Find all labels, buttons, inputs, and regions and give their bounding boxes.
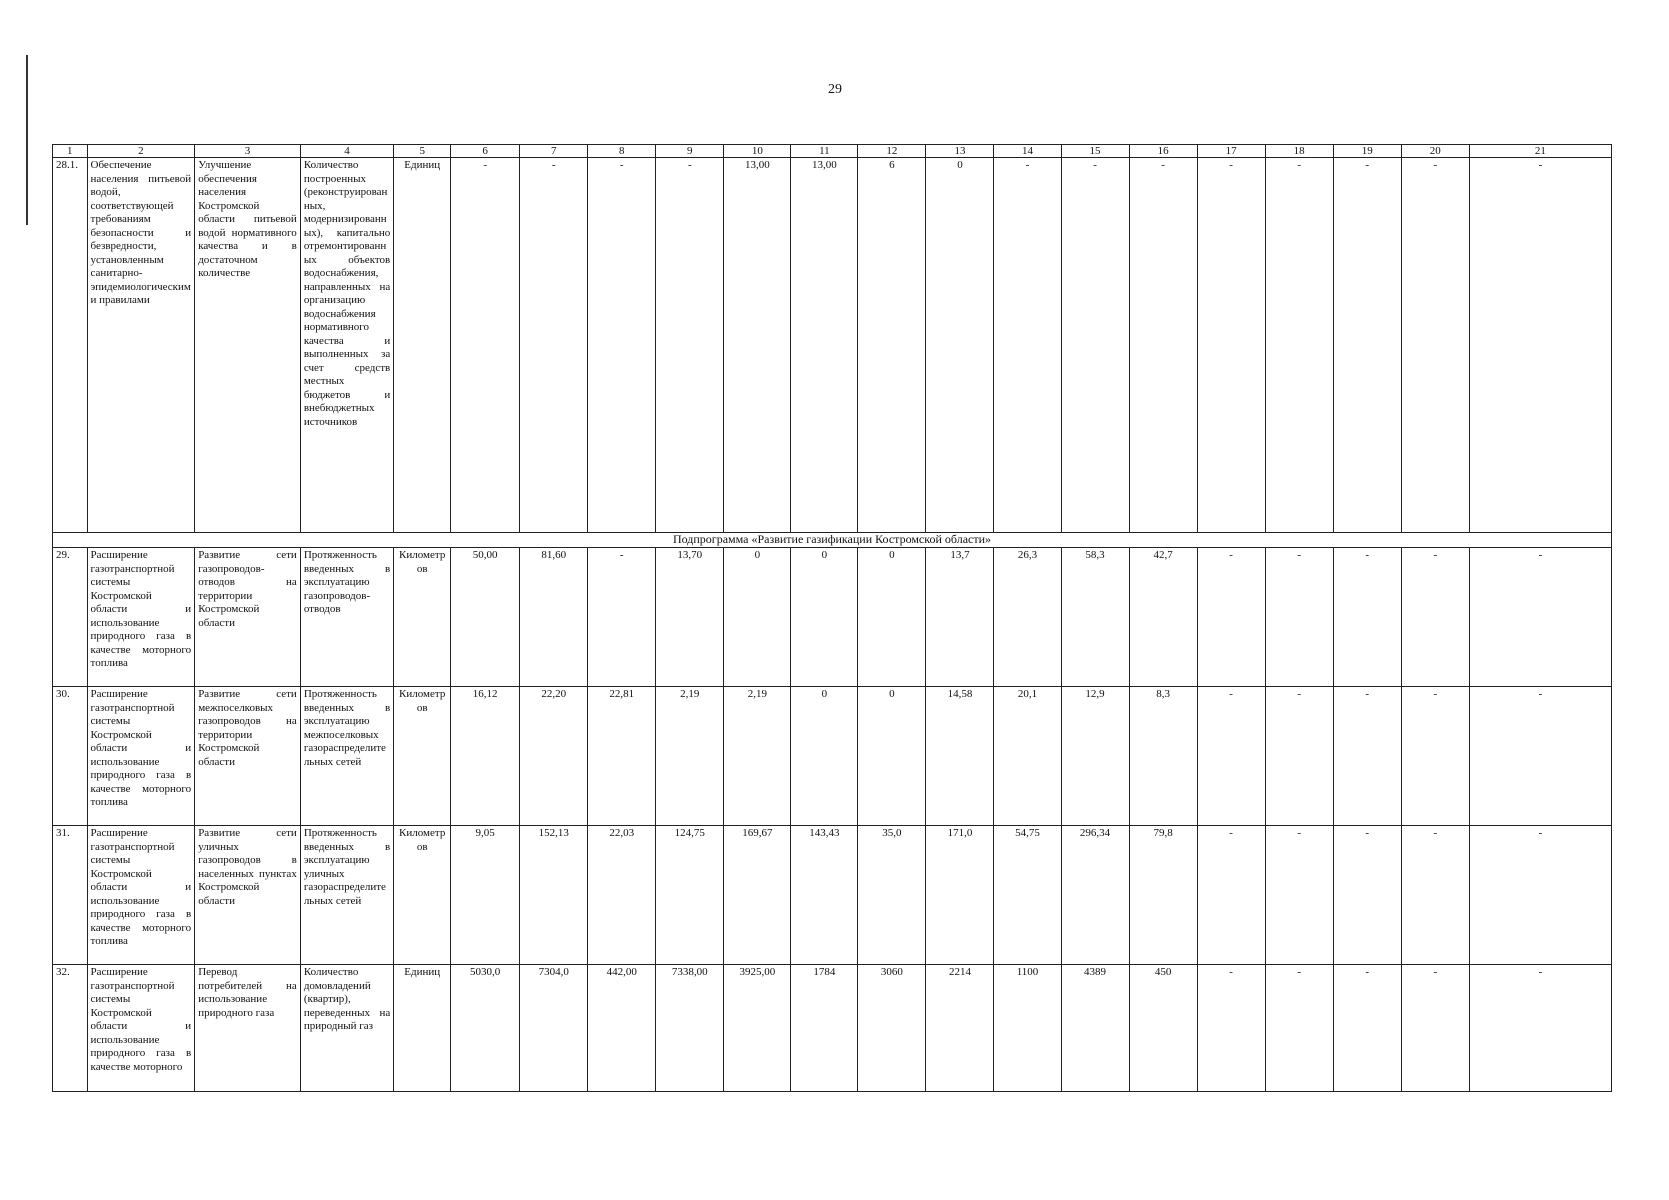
value-cell: - bbox=[1197, 158, 1265, 533]
indicators-table bbox=[52, 144, 1612, 1092]
value-cell: 169,67 bbox=[724, 826, 791, 965]
objective-cell: Обеспечение населения питьевой водой, соответствующей требованиям безопасности и безвредности, установленным санитарно-эпидемиологическими правилами bbox=[87, 158, 195, 533]
value-cell: - bbox=[520, 158, 588, 533]
value-cell: - bbox=[1469, 158, 1611, 533]
indicator-cell: Количество построенных (реконструированных, модернизированных), капитально отремонтированных объектов водоснабжения, направленных на организацию водоснабжения нормативного качества и выполненных за счет средств местных бюджетов и внебюджетных источников bbox=[300, 158, 393, 533]
value-cell: - bbox=[588, 158, 656, 533]
header-cell: 18 bbox=[1265, 145, 1333, 158]
value-cell: 81,60 bbox=[520, 548, 588, 687]
task-cell: Перевод потребителей на использование природного газа bbox=[195, 965, 301, 1092]
value-cell: 13,70 bbox=[656, 548, 724, 687]
value-cell: - bbox=[1333, 965, 1401, 1092]
value-cell: 0 bbox=[791, 548, 858, 687]
value-cell: 3925,00 bbox=[724, 965, 791, 1092]
value-cell: 42,7 bbox=[1129, 548, 1197, 687]
header-cell: 1 bbox=[53, 145, 88, 158]
value-cell: 7338,00 bbox=[656, 965, 724, 1092]
value-cell: 22,81 bbox=[588, 687, 656, 826]
value-cell: - bbox=[1333, 548, 1401, 687]
value-cell: - bbox=[1061, 158, 1129, 533]
value-cell: 13,00 bbox=[724, 158, 791, 533]
table-row bbox=[53, 687, 1612, 826]
row-number: 32. bbox=[53, 965, 88, 1092]
value-cell: - bbox=[588, 548, 656, 687]
value-cell: 54,75 bbox=[994, 826, 1061, 965]
value-cell: 13,7 bbox=[926, 548, 994, 687]
objective-cell: Расширение газотранспортной системы Костромской области и использование природного газа в качестве моторного топлива bbox=[87, 687, 195, 826]
value-cell: - bbox=[1333, 826, 1401, 965]
value-cell: - bbox=[1129, 158, 1197, 533]
value-cell: 0 bbox=[791, 687, 858, 826]
header-cell: 2 bbox=[87, 145, 195, 158]
value-cell: 2214 bbox=[926, 965, 994, 1092]
subprogram-title: Подпрограмма «Развитие газификации Костромской области» bbox=[53, 533, 1612, 548]
header-cell: 13 bbox=[926, 145, 994, 158]
objective-cell: Расширение газотранспортной системы Костромской области и использование природного газа в качестве моторного топлива bbox=[87, 826, 195, 965]
value-cell: - bbox=[1265, 158, 1333, 533]
subprogram-row bbox=[53, 533, 1612, 548]
header-cell: 11 bbox=[791, 145, 858, 158]
value-cell: - bbox=[1333, 158, 1401, 533]
value-cell: - bbox=[1401, 826, 1469, 965]
header-cell: 8 bbox=[588, 145, 656, 158]
header-cell: 19 bbox=[1333, 145, 1401, 158]
value-cell: - bbox=[1401, 548, 1469, 687]
value-cell: 79,8 bbox=[1129, 826, 1197, 965]
value-cell: 124,75 bbox=[656, 826, 724, 965]
value-cell: - bbox=[1197, 548, 1265, 687]
value-cell: 0 bbox=[858, 687, 926, 826]
table-row bbox=[53, 826, 1612, 965]
header-row bbox=[53, 145, 1612, 158]
unit-cell: Единиц bbox=[394, 965, 451, 1092]
objective-cell: Расширение газотранспортной системы Костромской области и использование природного газа в качестве моторного топлива bbox=[87, 548, 195, 687]
value-cell: - bbox=[1265, 687, 1333, 826]
header-cell: 15 bbox=[1061, 145, 1129, 158]
value-cell: 0 bbox=[926, 158, 994, 533]
value-cell: - bbox=[1197, 965, 1265, 1092]
task-cell: Развитие сети межпоселковых газопроводов на территории Костромской области bbox=[195, 687, 301, 826]
value-cell: 171,0 bbox=[926, 826, 994, 965]
header-cell: 3 bbox=[195, 145, 301, 158]
value-cell: 6 bbox=[858, 158, 926, 533]
row-number: 30. bbox=[53, 687, 88, 826]
value-cell: 4389 bbox=[1061, 965, 1129, 1092]
page-number: 29 bbox=[828, 82, 842, 97]
header-cell: 17 bbox=[1197, 145, 1265, 158]
value-cell: - bbox=[656, 158, 724, 533]
header-cell: 6 bbox=[451, 145, 520, 158]
value-cell: 22,03 bbox=[588, 826, 656, 965]
value-cell: - bbox=[1265, 548, 1333, 687]
value-cell: 58,3 bbox=[1061, 548, 1129, 687]
value-cell: 442,00 bbox=[588, 965, 656, 1092]
value-cell: 26,3 bbox=[994, 548, 1061, 687]
value-cell: 14,58 bbox=[926, 687, 994, 826]
value-cell: - bbox=[1265, 826, 1333, 965]
unit-cell: Километров bbox=[394, 687, 451, 826]
margin-line bbox=[26, 55, 28, 225]
value-cell: 16,12 bbox=[451, 687, 520, 826]
value-cell: - bbox=[1197, 826, 1265, 965]
row-number: 28.1. bbox=[53, 158, 88, 533]
value-cell: - bbox=[1265, 965, 1333, 1092]
value-cell: - bbox=[1469, 687, 1611, 826]
task-cell: Развитие сети уличных газопроводов в населенных пунктах Костромской области bbox=[195, 826, 301, 965]
header-cell: 12 bbox=[858, 145, 926, 158]
value-cell: - bbox=[1401, 158, 1469, 533]
value-cell: - bbox=[994, 158, 1061, 533]
table-row bbox=[53, 548, 1612, 687]
unit-cell: Единиц bbox=[394, 158, 451, 533]
header-cell: 21 bbox=[1469, 145, 1611, 158]
value-cell: 0 bbox=[724, 548, 791, 687]
value-cell: - bbox=[1469, 965, 1611, 1092]
value-cell: - bbox=[1197, 687, 1265, 826]
header-cell: 16 bbox=[1129, 145, 1197, 158]
value-cell: - bbox=[1401, 687, 1469, 826]
value-cell: - bbox=[1469, 548, 1611, 687]
header-cell: 20 bbox=[1401, 145, 1469, 158]
value-cell: 152,13 bbox=[520, 826, 588, 965]
header-cell: 7 bbox=[520, 145, 588, 158]
task-cell: Улучшение обеспечения населения Костромской области питьевой водой нормативного качества и в достаточном количестве bbox=[195, 158, 301, 533]
value-cell: 450 bbox=[1129, 965, 1197, 1092]
header-cell: 9 bbox=[656, 145, 724, 158]
table-row bbox=[53, 965, 1612, 1092]
header-cell: 5 bbox=[394, 145, 451, 158]
value-cell: 5030,0 bbox=[451, 965, 520, 1092]
value-cell: 8,3 bbox=[1129, 687, 1197, 826]
unit-cell: Километров bbox=[394, 826, 451, 965]
indicator-cell: Протяженность введенных в эксплуатацию уличных газораспределительных сетей bbox=[300, 826, 393, 965]
table-row bbox=[53, 158, 1612, 533]
value-cell: 9,05 bbox=[451, 826, 520, 965]
value-cell: 12,9 bbox=[1061, 687, 1129, 826]
value-cell: 3060 bbox=[858, 965, 926, 1092]
value-cell: 50,00 bbox=[451, 548, 520, 687]
row-number: 31. bbox=[53, 826, 88, 965]
value-cell: 2,19 bbox=[724, 687, 791, 826]
value-cell: 1100 bbox=[994, 965, 1061, 1092]
value-cell: - bbox=[1401, 965, 1469, 1092]
indicator-cell: Протяженность введенных в эксплуатацию газопроводов-отводов bbox=[300, 548, 393, 687]
value-cell: - bbox=[451, 158, 520, 533]
value-cell: - bbox=[1333, 687, 1401, 826]
value-cell: 1784 bbox=[791, 965, 858, 1092]
value-cell: 13,00 bbox=[791, 158, 858, 533]
value-cell: 296,34 bbox=[1061, 826, 1129, 965]
value-cell: 143,43 bbox=[791, 826, 858, 965]
header-cell: 10 bbox=[724, 145, 791, 158]
value-cell: 2,19 bbox=[656, 687, 724, 826]
task-cell: Развитие сети газопроводов-отводов на территории Костромской области bbox=[195, 548, 301, 687]
header-cell: 14 bbox=[994, 145, 1061, 158]
indicator-cell: Количество домовладений (квартир), переведенных на природный газ bbox=[300, 965, 393, 1092]
value-cell: 22,20 bbox=[520, 687, 588, 826]
value-cell: 0 bbox=[858, 548, 926, 687]
value-cell: 7304,0 bbox=[520, 965, 588, 1092]
row-number: 29. bbox=[53, 548, 88, 687]
value-cell: - bbox=[1469, 826, 1611, 965]
header-cell: 4 bbox=[300, 145, 393, 158]
value-cell: 20,1 bbox=[994, 687, 1061, 826]
objective-cell: Расширение газотранспортной системы Костромской области и использование природного газа в качестве моторного bbox=[87, 965, 195, 1092]
unit-cell: Километров bbox=[394, 548, 451, 687]
value-cell: 35,0 bbox=[858, 826, 926, 965]
indicator-cell: Протяженность введенных в эксплуатацию межпоселковых газораспределительных сетей bbox=[300, 687, 393, 826]
